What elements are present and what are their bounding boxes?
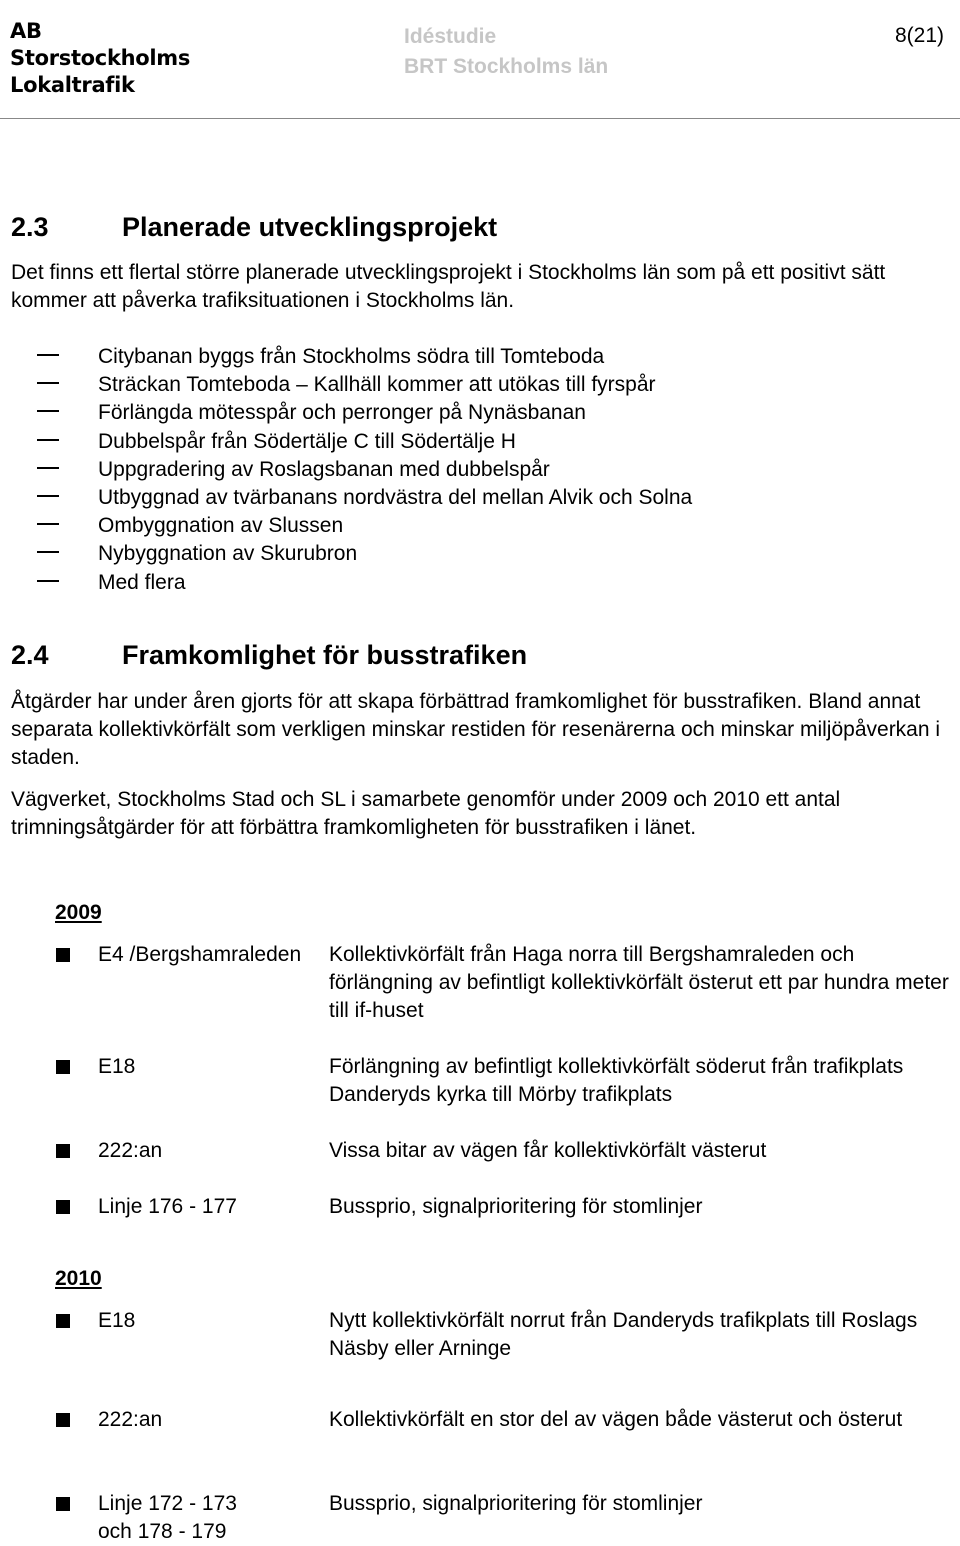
list-item-text: Förlängda mötesspår och perronger på Nynäsbanan (98, 401, 586, 425)
list-item (11, 540, 692, 568)
list-item-text: Uppgradering av Roslagsbanan med dubbelspår (98, 457, 550, 481)
dash-bullet-icon (37, 354, 59, 356)
paragraph: Det finns ett flertal större planerade utvecklingsprojekt i Stockholms län som på ett positivt sätt kommer att påverka trafiksituationen i Stockholms län. (11, 261, 886, 312)
list-item-text: Utbyggnad av tvärbanans nordvästra del mellan Alvik och Solna (98, 485, 693, 509)
measure-description: Bussprio, signalprioritering för stomlinjer (329, 1195, 703, 1218)
road-name: E18 (98, 1309, 136, 1332)
square-bullet-icon (56, 1060, 70, 1074)
dash-bullet-icon (37, 410, 59, 412)
measure-description: Kollektivkörfält från Haga norra till Bergshamraleden och förlängning av befintligt kollektivkörfält österut ett par hundra meter till if-huset (329, 943, 949, 1022)
road-name: Linje 172 - 173 och 178 - 179 (98, 1492, 237, 1543)
year-heading: 2009 (55, 901, 102, 924)
section-number: 2.3 (11, 212, 49, 242)
company-logo (10, 18, 210, 99)
dash-bullet-icon (37, 382, 59, 384)
list-item (11, 569, 692, 597)
list-item (11, 456, 692, 484)
list-item-text: Nybyggnation av Skurubron (98, 542, 358, 566)
dash-bullet-icon (37, 551, 59, 553)
road-name: E4 /Bergshamraleden (98, 943, 302, 966)
road-name: E18 (98, 1055, 136, 1078)
square-bullet-icon (56, 1413, 70, 1427)
list-item-text: Citybanan byggs från Stockholms södra till Tomteboda (98, 345, 605, 368)
list-item (11, 371, 692, 399)
square-bullet-icon (56, 1314, 70, 1328)
list-item (11, 343, 692, 371)
paragraph: Åtgärder har under åren gjorts för att skapa förbättrad framkomlighet för busstrafiken. Bland annat separata kollektivkörfält som verkligen minskar restiden för resenärerna och minskar miljöpåverkan i staden. (11, 690, 941, 769)
section-heading (11, 210, 497, 244)
list-item-text: Dubbelspår från Södertälje C till Södertälje H (98, 429, 516, 453)
document-title (404, 22, 608, 82)
logo-line: Lokaltrafik (10, 73, 135, 97)
list-item-text: Med flera (98, 570, 186, 594)
road-name: 222:an (98, 1139, 163, 1162)
dash-bullet-icon (37, 580, 59, 582)
list-item (11, 428, 692, 456)
dash-bullet-icon (37, 439, 59, 441)
project-list (11, 343, 692, 597)
document-title-line2: BRT Stockholms län (404, 55, 609, 78)
section-number: 2.4 (11, 640, 49, 670)
section-title: Planerade utvecklingsprojekt (122, 212, 498, 242)
measure-description: Bussprio, signalprioritering för stomlinjer (329, 1492, 703, 1515)
year-heading: 2010 (55, 1267, 102, 1290)
measure-description: Kollektivkörfält en stor del av vägen både västerut och österut (329, 1408, 903, 1431)
header-divider (0, 118, 960, 119)
measure-description: Förlängning av befintligt kollektivkörfält söderut från trafikplats Danderyds kyrka till Mörby trafikplats (329, 1055, 904, 1106)
list-item-text: Ombyggnation av Slussen (98, 514, 344, 538)
list-item (11, 484, 692, 512)
dash-bullet-icon (37, 467, 59, 469)
page-number: 8(21) (894, 24, 944, 47)
square-bullet-icon (56, 1497, 70, 1511)
document-title-line1: Idéstudie (404, 25, 497, 48)
square-bullet-icon (56, 948, 70, 962)
paragraph: Vägverket, Stockholms Stad och SL i samarbete genomför under 2009 och 2010 ett antal trimningsåtgärder för att förbättra framkomligheten för busstrafiken i länet. (11, 788, 841, 839)
road-name: 222:an (98, 1408, 163, 1431)
list-item (11, 399, 692, 427)
square-bullet-icon (56, 1200, 70, 1214)
dash-bullet-icon (37, 523, 59, 525)
section-title: Framkomlighet för busstrafiken (122, 640, 528, 670)
measure-description: Vissa bitar av vägen får kollektivkörfält västerut (329, 1139, 767, 1162)
list-item-text: Sträckan Tomteboda – Kallhäll kommer att utökas till fyrspår (98, 373, 656, 397)
logo-line: Storstockholms (10, 46, 191, 70)
list-item (11, 512, 692, 540)
measure-description: Nytt kollektivkörfält norrut från Danderyds trafikplats till Roslags Näsby eller Arninge (329, 1309, 918, 1360)
dash-bullet-icon (37, 495, 59, 497)
road-name: Linje 176 - 177 (98, 1195, 237, 1218)
square-bullet-icon (56, 1144, 70, 1158)
logo-line: AB (10, 19, 42, 43)
section-heading (11, 638, 527, 672)
